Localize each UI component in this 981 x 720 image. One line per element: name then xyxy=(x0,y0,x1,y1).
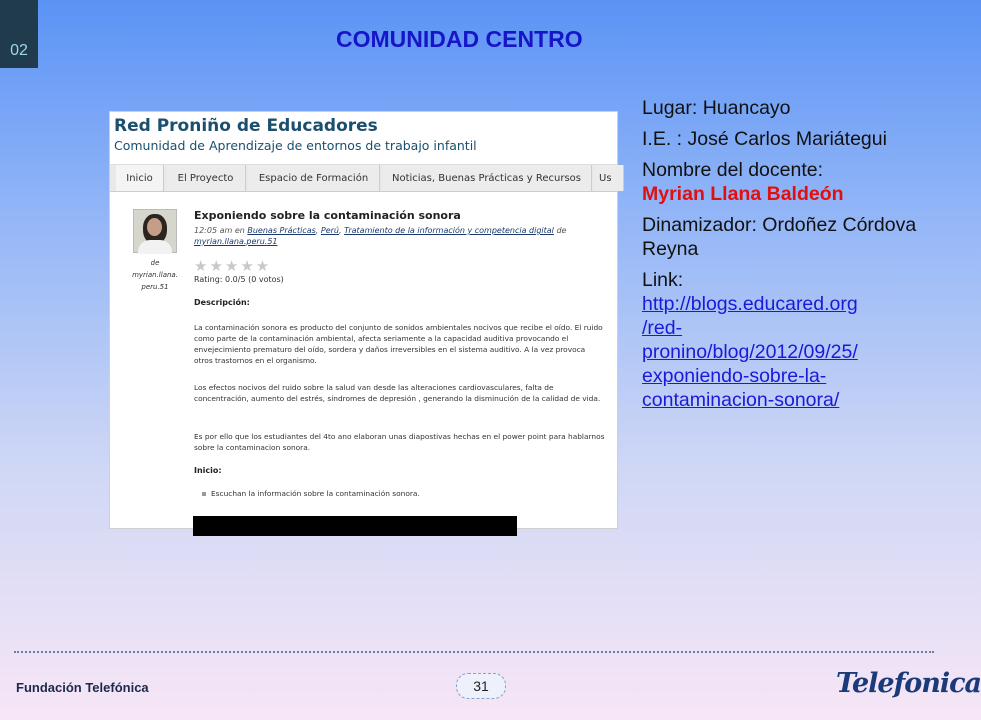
list-item-text: Escuchan la información sobre la contaminación sonora. xyxy=(211,489,420,498)
list-item xyxy=(202,489,420,498)
tab-inicio[interactable]: Inicio xyxy=(116,165,164,191)
docente xyxy=(642,158,942,206)
author-name[interactable]: myrian.llana.peru.51 xyxy=(132,271,178,291)
footer-divider xyxy=(14,651,934,653)
meta-de: de xyxy=(556,226,567,235)
description-paragraph: Es por ello que los estudiantes del 4to ano elaboran unas diapostivas hechas en el power point para hablarnos sobre la contaminacion sonora. xyxy=(194,432,605,452)
telefonica-logo: Telefonica xyxy=(836,668,981,699)
video-player[interactable] xyxy=(193,516,517,536)
blog-screenshot xyxy=(109,111,618,529)
footer-org: Fundación Telefónica xyxy=(16,680,149,695)
description-paragraph: Los efectos nocivos del ruido sobre la salud van desde las alteraciones cardiovasculares, falta de concentración, aumento del estrés, síndromes de depresión , generando la disminución de la calidad de vida. xyxy=(194,383,601,403)
slide-title: COMUNIDAD CENTRO xyxy=(336,26,583,52)
tab-el-proyecto[interactable]: El Proyecto xyxy=(166,165,246,191)
site-subtitle: Comunidad de Aprendizaje de entornos de trabajo infantil xyxy=(114,138,477,153)
page-number: 31 xyxy=(456,673,506,699)
author-de: de xyxy=(150,259,160,267)
lugar-text: Lugar: Huancayo xyxy=(642,97,791,119)
avatar[interactable] xyxy=(133,209,177,253)
category-link-tratamiento[interactable]: Tratamiento de la información y competencia digital xyxy=(344,226,554,235)
link-block xyxy=(642,268,942,412)
link-label: Link: xyxy=(642,269,684,291)
dinamizador-text: Dinamizador: Ordoñez Córdova Reyna xyxy=(642,214,917,260)
site-title: Red Proniño de Educadores xyxy=(114,116,378,136)
description-paragraph: La contaminación sonora es producto del conjunto de sonidos ambientales nocivos que recibe el oído. El ruido como parte de la contaminación ambiental, afecta seriamente a la capacidad auditiva provocando el envejecimiento prematuro del oído, sordera y daños irreversibles en el sistema auditivo. A la vez provoca otros trastornos en el organismo. xyxy=(194,323,603,365)
rating-text: Rating: 0.0/5 (0 votos) xyxy=(194,275,284,284)
tab-noticias[interactable]: Noticias, Buenas Prácticas y Recursos xyxy=(382,165,592,191)
slide-number-badge: 02 xyxy=(0,0,38,68)
description-heading: Descripción: xyxy=(194,298,250,307)
category-link-peru[interactable]: Perú xyxy=(320,226,339,235)
category-link-buenas-practicas[interactable]: Buenas Prácticas xyxy=(247,226,316,235)
ie-text: I.E. : José Carlos Mariátegui xyxy=(642,128,887,150)
nav-bar xyxy=(110,164,617,192)
rating-stars[interactable]: ★★★★★ xyxy=(194,257,272,275)
tab-us[interactable]: Us xyxy=(594,165,624,191)
tab-espacio-formacion[interactable]: Espacio de Formación xyxy=(248,165,380,191)
docente-name: Myrian Llana Baldeón xyxy=(642,183,844,205)
post-title[interactable]: Exponiendo sobre la contaminación sonora xyxy=(194,209,461,222)
post-meta: 12:05 am en Buenas Prácticas, Perú, Tratamiento de la información y competencia digital de myrian.llana.peru.51 xyxy=(194,226,567,246)
meta-time: 12:05 am en xyxy=(194,226,245,235)
bullet-icon xyxy=(202,492,206,496)
author-link[interactable]: myrian.llana.peru.51 xyxy=(194,237,278,246)
blog-link[interactable]: http://blogs.educared.org /red- pronino/blog/2012/09/25/ exponiendo-sobre-la- contaminacion-sonora/ xyxy=(642,293,858,411)
inicio-heading: Inicio: xyxy=(194,466,222,475)
site-header xyxy=(110,112,617,162)
docente-label: Nombre del docente: xyxy=(642,159,824,181)
author-caption xyxy=(132,257,178,293)
info-panel xyxy=(642,96,942,419)
